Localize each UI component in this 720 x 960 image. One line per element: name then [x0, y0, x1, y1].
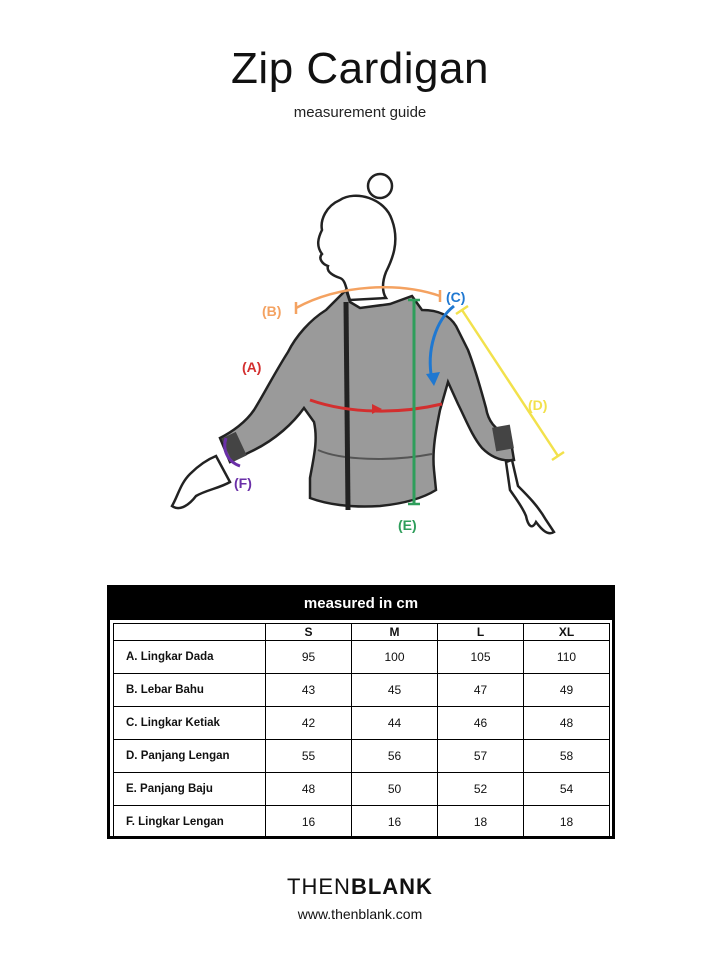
label-c: (C) [446, 289, 466, 305]
header-size-xl: XL [524, 624, 610, 641]
table-row [114, 707, 610, 740]
table-cell: 48 [266, 773, 352, 806]
row-label: D. Panjang Lengan [114, 740, 266, 773]
row-label: F. Lingkar Lengan [114, 806, 266, 839]
table-cell: 16 [266, 806, 352, 839]
table-cell: 110 [524, 641, 610, 674]
size-table [113, 623, 610, 839]
table-cell: 44 [352, 707, 438, 740]
page-subtitle: measurement guide [293, 104, 427, 121]
table-cell: 42 [266, 707, 352, 740]
table-row [114, 740, 610, 773]
table-cell: 100 [352, 641, 438, 674]
table-cell: 55 [266, 740, 352, 773]
header-size-s: S [266, 624, 352, 641]
brand-light: THEN [287, 874, 351, 899]
table-cell: 56 [352, 740, 438, 773]
cardigan-illustration [150, 160, 590, 540]
table-cell: 50 [352, 773, 438, 806]
table-cell: 105 [438, 641, 524, 674]
row-label: E. Panjang Baju [114, 773, 266, 806]
table-cell: 57 [438, 740, 524, 773]
table-row [114, 806, 610, 839]
table-cell: 45 [352, 674, 438, 707]
size-chart-heading: measured in cm [110, 588, 612, 620]
label-a: (A) [242, 359, 262, 375]
brand-logo [0, 874, 720, 900]
table-cell: 18 [438, 806, 524, 839]
table-cell: 16 [352, 806, 438, 839]
table-cell: 48 [524, 707, 610, 740]
table-cell: 47 [438, 674, 524, 707]
label-d: (D) [528, 397, 548, 413]
page-title: Zip Cardigan [231, 44, 489, 93]
table-cell: 54 [524, 773, 610, 806]
size-chart [107, 585, 615, 839]
row-label: B. Lebar Bahu [114, 674, 266, 707]
size-header-row [114, 624, 610, 641]
table-cell: 49 [524, 674, 610, 707]
table-row [114, 641, 610, 674]
table-row [114, 773, 610, 806]
table-cell: 52 [438, 773, 524, 806]
table-cell: 18 [524, 806, 610, 839]
row-label: A. Lingkar Dada [114, 641, 266, 674]
model-head [318, 174, 395, 300]
website-url: www.thenblank.com [297, 906, 423, 922]
label-e: (E) [398, 517, 417, 533]
label-b: (B) [262, 303, 282, 319]
label-f: (F) [234, 475, 252, 491]
table-cell: 58 [524, 740, 610, 773]
brand-bold: BLANK [350, 874, 433, 899]
table-cell: 43 [266, 674, 352, 707]
header-blank [114, 624, 266, 641]
table-cell: 46 [438, 707, 524, 740]
header-size-m: M [352, 624, 438, 641]
header-size-l: L [438, 624, 524, 641]
table-row [114, 674, 610, 707]
size-chart-grid [113, 623, 609, 839]
row-label: C. Lingkar Ketiak [114, 707, 266, 740]
table-cell: 95 [266, 641, 352, 674]
